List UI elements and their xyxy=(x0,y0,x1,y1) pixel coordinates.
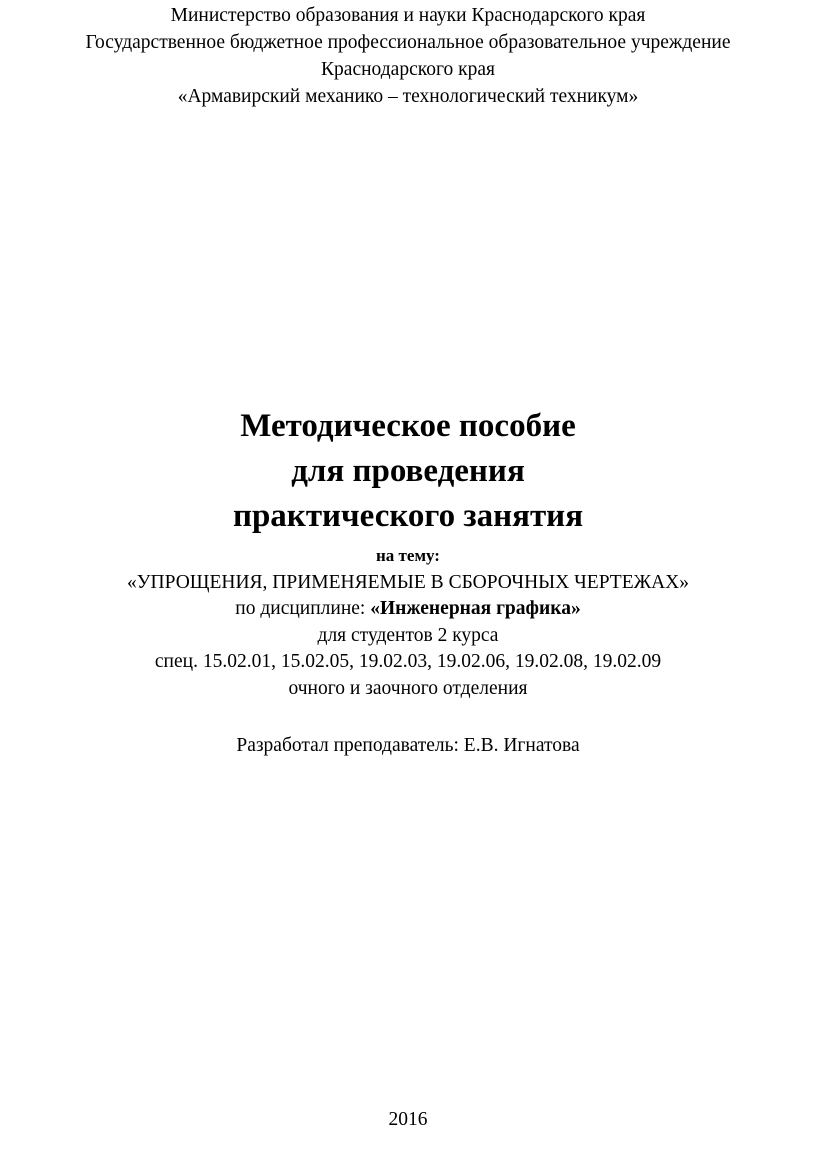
students-line: для студентов 2 курса xyxy=(317,624,499,646)
title-line-3: практического занятия xyxy=(232,498,584,534)
topic-text: «УПРОЩЕНИЯ, ПРИМЕНЯЕМЫЕ В СБОРОЧНЫХ ЧЕРТЕЖАХ» xyxy=(126,571,689,593)
institution-name-line: «Армавирский механико – технологический техникум» xyxy=(177,86,639,107)
specialties-line: спец. 15.02.01, 15.02.05, 19.02.03, 19.02.06, 19.02.08, 19.02.09 xyxy=(154,651,662,672)
departments-line: очного и заочного отделения xyxy=(288,677,528,699)
discipline-line xyxy=(0,596,816,623)
ministry-line: Министерство образования и науки Краснодарского края xyxy=(170,5,646,26)
document-title xyxy=(0,404,816,539)
discipline-prefix: по дисциплине: xyxy=(235,598,371,619)
topic-label: на тему: xyxy=(376,546,440,565)
year: 2016 xyxy=(388,1109,428,1130)
institution-type-line: Государственное бюджетное профессиональное образовательное учреждение xyxy=(85,32,731,53)
region-line: Краснодарского края xyxy=(321,59,495,80)
subject-block xyxy=(0,543,816,702)
discipline-name: «Инженерная графика» xyxy=(370,598,581,619)
title-line-1: Методическое пособие xyxy=(240,408,576,444)
institution-header xyxy=(0,2,816,110)
author-line: Разработал преподаватель: Е.В. Игнатова xyxy=(236,735,580,756)
title-line-2: для проведения xyxy=(291,453,525,489)
